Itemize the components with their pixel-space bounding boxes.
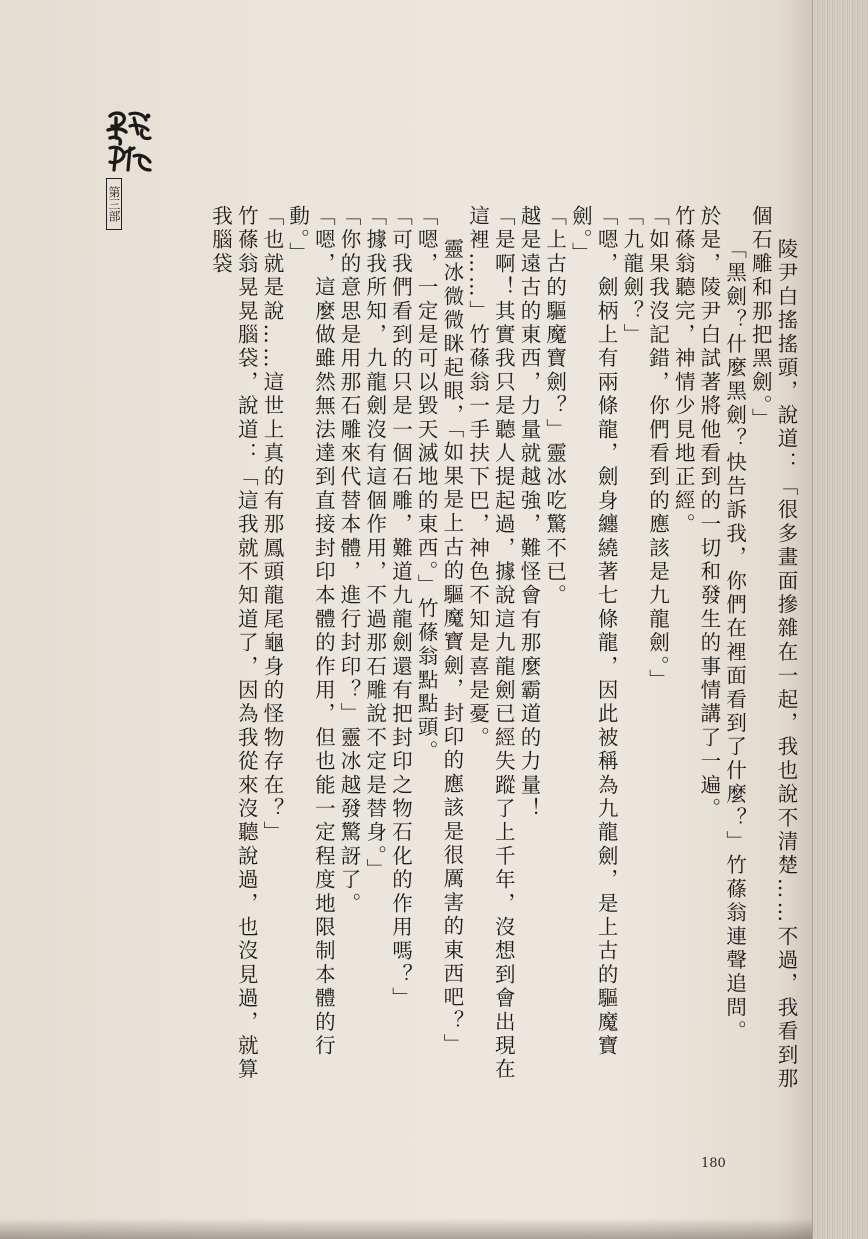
paragraph: 「也就是說……這世上真的有那鳳頭龍尾龜身的怪物存在？」 [259,205,284,845]
paragraph: 「嗯，這麼做雖然無法達到直接封印本體的作用，但也能一定程度地限制本體的行動。」 [285,205,336,1059]
page-bottom-shadow [0,1218,812,1239]
paragraph: 「九龍劍？」 [619,205,644,348]
paragraph: 「如果我沒記錯，你們看到的應該是九龍劍。」 [645,205,670,693]
paragraph: 「嗯，劍柄上有兩條龍，劍身纏繞著七條龍，因此被稱為九龍劍，是上古的驅魔寶劍。」 [568,205,619,1059]
paragraph: 「上古的驅魔寶劍？」靈冰吃驚不已。 [542,205,567,608]
paragraph: 「是啊！其實我只是聽人提起過，據說這九龍劍已經失蹤了上千年，沒想到會出現在這裡……」竹蓧翁一手扶下巴，神色不知是喜是憂。 [465,205,516,1082]
book-logo-calligraphy [104,108,154,174]
part-label: 第三部 [106,178,122,230]
paragraph: 「據我所知，九龍劍沒有這個作用，不過那石雕說不定是替身。」 [362,205,387,883]
body-text [76,205,798,1095]
page-number: 180 [701,1156,726,1171]
paragraph: 「你的意思是用那石雕來代替本體，進行封印？」靈冰越發驚訝了。 [337,205,362,916]
paragraph: 竹蓧翁晃晃腦袋，說道：「這我就不知道了，因為我從來沒聽說過，也沒見過，就算我腦袋 [208,205,259,1082]
page-edges [812,0,868,1239]
paragraph: 於是，陵尹白試著將他看到的一切和發生的事情講了一遍。 [696,205,721,822]
paragraph: 「嗯，一定是可以毀天滅地的東西。」竹蓧翁點點頭。 [414,205,439,764]
paragraph: 「黑劍？什麼黑劍？快告訴我，你們在裡面看到了什麼？」竹蓧翁連聲追問。 [722,237,747,1044]
paragraph: 陵尹白搖搖頭，說道：「很多畫面摻雜在一起，我也說不清楚……不過，我看到那個石雕和那把黑劍。」 [748,205,798,1091]
paragraph: 越是遠古的東西，力量就越強，難怪會有那麼霸道的力量！ [516,205,541,822]
paragraph: 竹蓧翁聽完，神情少見地正經。 [671,205,696,537]
paragraph: 「可我們看到的只是一個石雕，難道九龍劍還有把封印之物石化的作用嗎？」 [388,205,413,1011]
paragraph: 靈冰微微眯起眼，「如果是上古的驅魔寶劍，封印的應該是很厲害的東西吧？」 [439,237,464,1058]
